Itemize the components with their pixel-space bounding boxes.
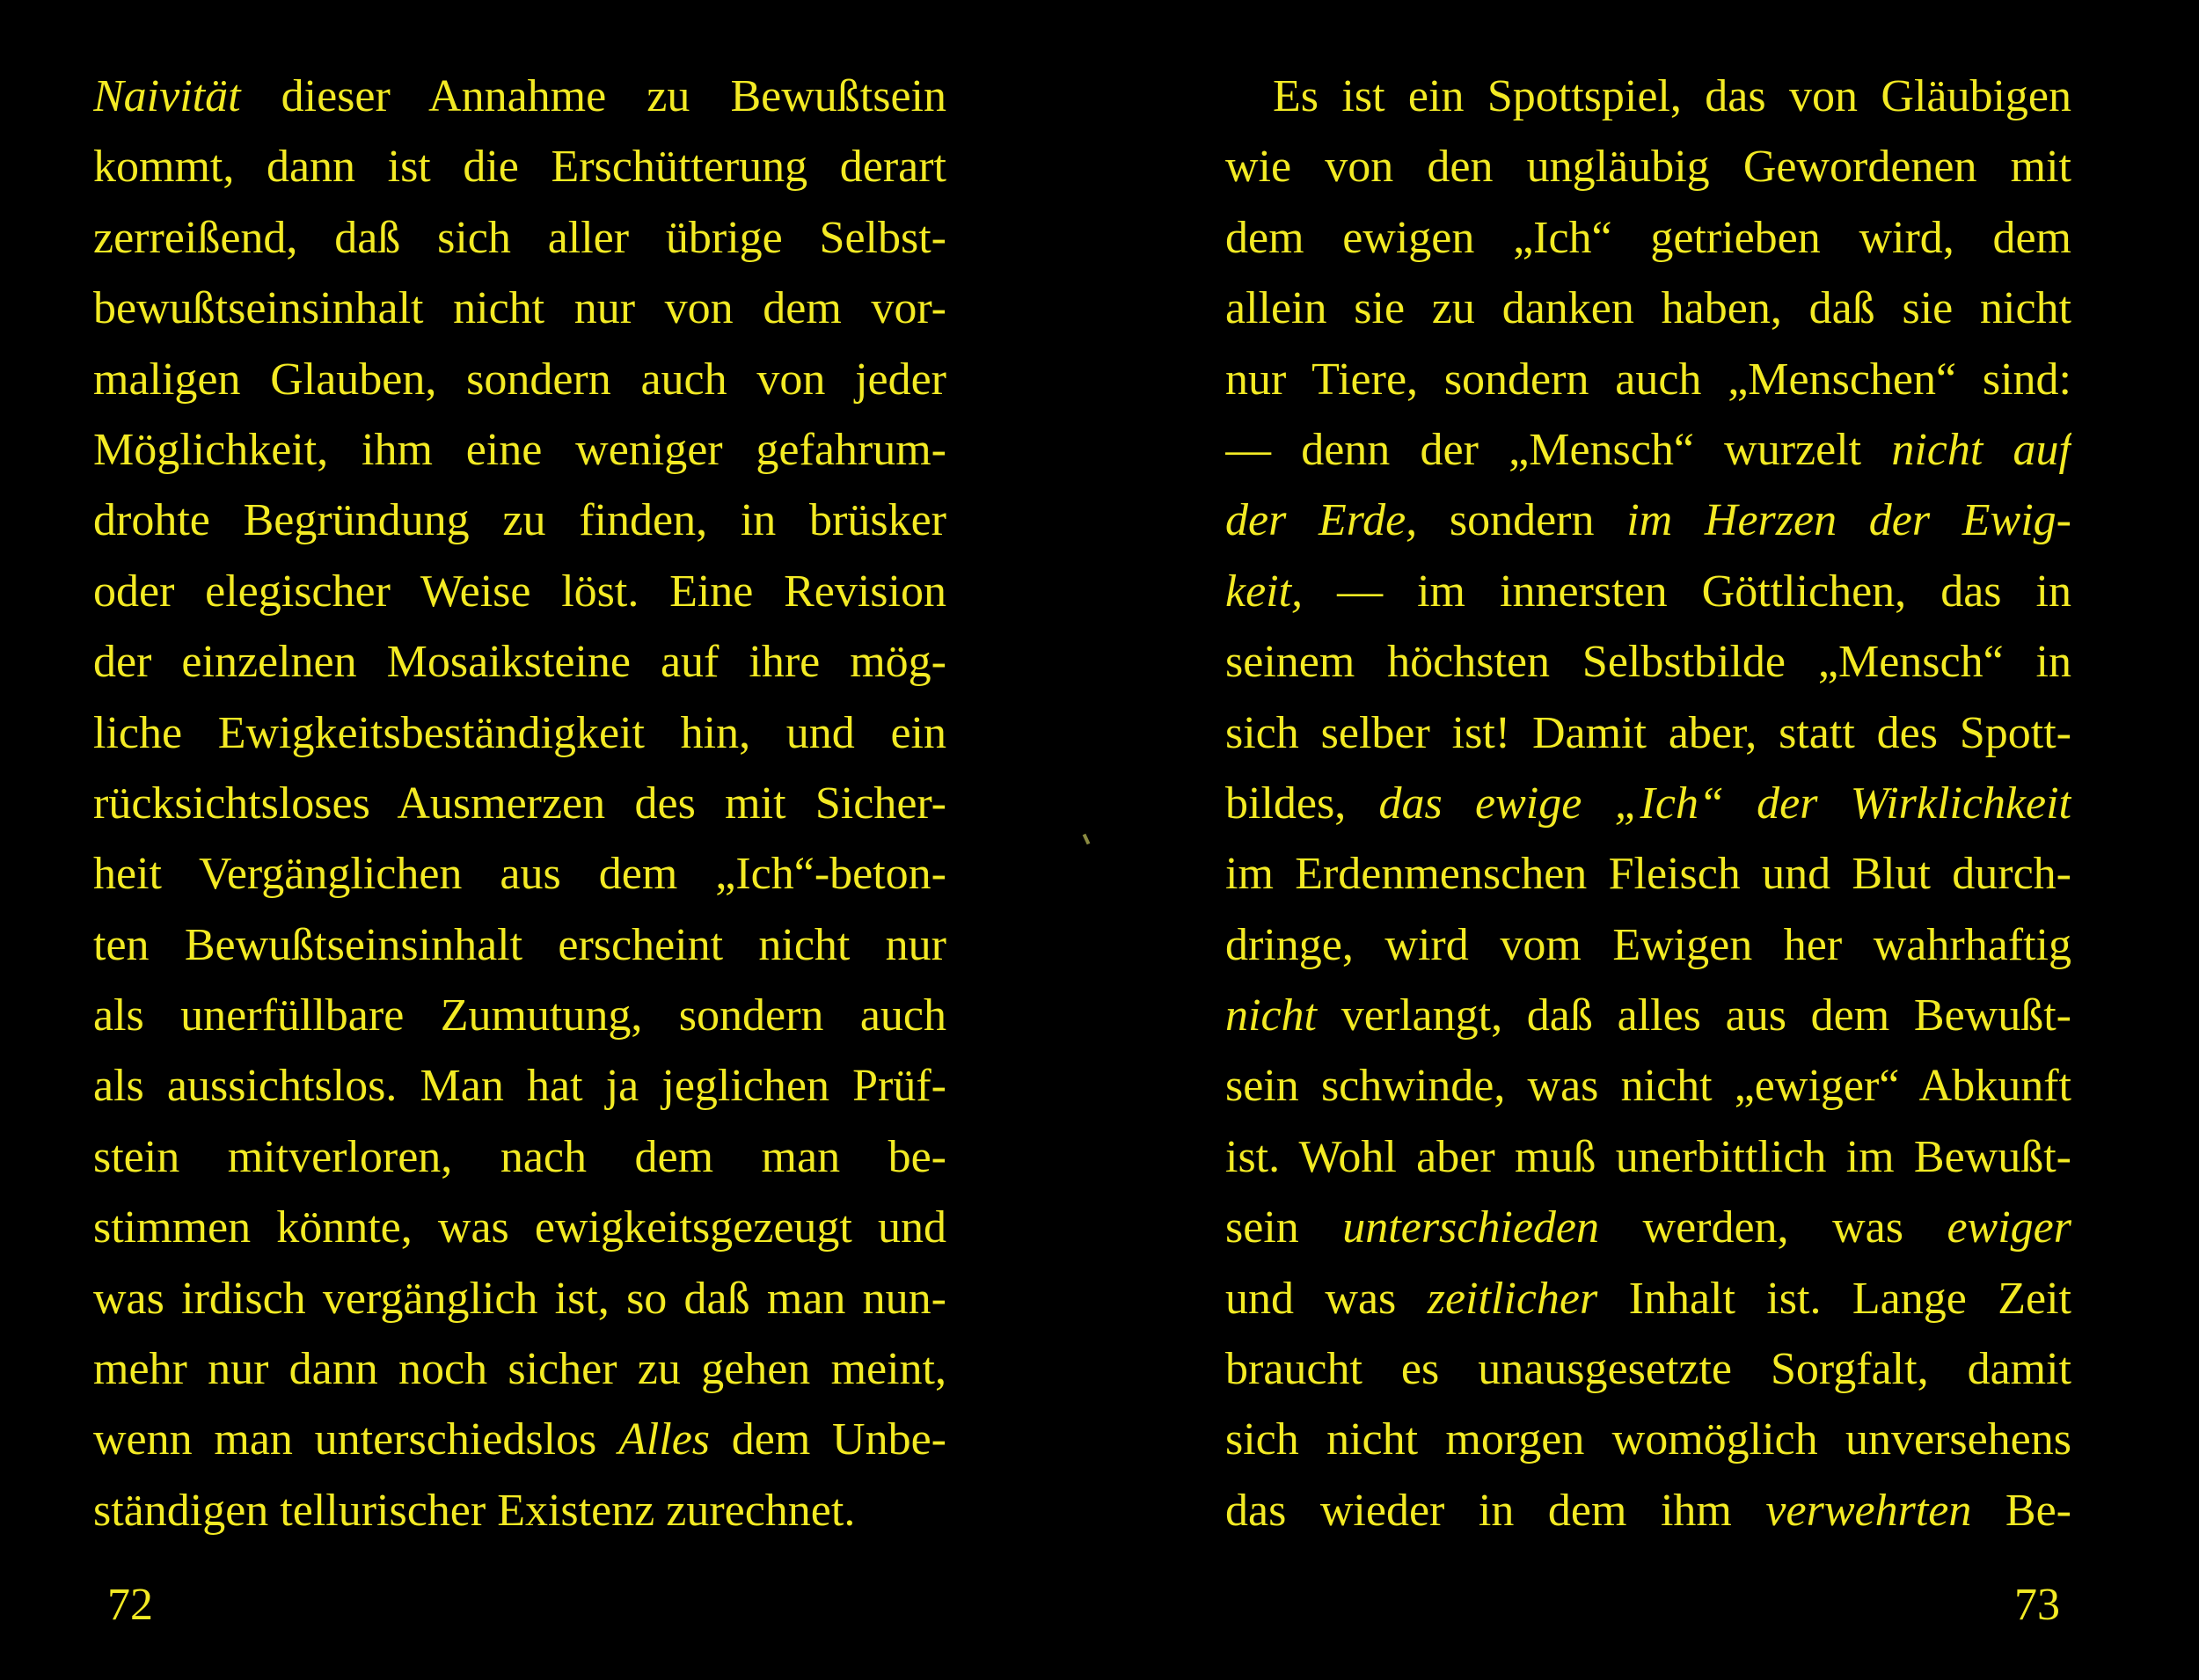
text-segment: liche Ewigkeitsbeständigkeit hin, und ein — [93, 707, 946, 758]
text-line — [93, 981, 946, 1051]
text-segment: — denn der „Mensch“ wurzelt — [1225, 424, 1892, 475]
text-line — [1225, 839, 2071, 909]
text-line — [1225, 769, 2071, 839]
text-segment: als unerfüllbare Zumutung, sondern auch — [93, 990, 946, 1041]
italic-segment: der Erde, — [1225, 495, 1418, 546]
text-line — [1225, 486, 2071, 556]
text-segment: das wieder in dem ihm — [1225, 1485, 1766, 1536]
text-segment: dringe, wird vom Ewigen her wahrhaftig — [1225, 919, 2071, 970]
text-line — [93, 486, 946, 556]
text-line — [1225, 1334, 2071, 1405]
text-segment: sich selber ist! Damit aber, statt des Spott- — [1225, 707, 2071, 758]
text-segment: Inhalt ist. Lange Zeit — [1597, 1273, 2071, 1324]
italic-segment: verwehrten — [1765, 1485, 1972, 1536]
text-line — [1225, 203, 2071, 274]
text-line — [1225, 557, 2071, 627]
text-line — [1225, 910, 2071, 981]
text-segment: seinem höchsten Selbstbilde „Mensch“ in — [1225, 637, 2071, 688]
text-segment: ten Bewußtseinsinhalt erscheint nicht nur — [93, 919, 946, 970]
text-line — [93, 1122, 946, 1193]
text-line — [93, 345, 946, 415]
text-segment: ist. Wohl aber muß unerbittlich im Bewußt- — [1225, 1131, 2071, 1182]
text-line — [1225, 415, 2071, 486]
text-line — [93, 910, 946, 981]
gutter-speck — [1083, 834, 1091, 845]
text-line — [93, 1334, 946, 1405]
italic-segment: im Herzen der Ewig- — [1626, 495, 2071, 546]
text-segment: drohte Begründung zu finden, in brüsker — [93, 495, 946, 546]
text-segment: wenn man unterschiedslos — [93, 1414, 619, 1465]
text-line — [93, 1051, 946, 1121]
text-line — [1225, 981, 2071, 1051]
text-segment: zerreißend, daß sich aller übrige Selbst- — [93, 212, 946, 263]
text-segment: werden, was — [1598, 1202, 1947, 1253]
text-segment: sondern — [1417, 495, 1627, 546]
text-segment: Es ist ein Spottspiel, das von Gläubigen — [1273, 71, 2071, 121]
text-line — [1225, 345, 2071, 415]
text-line — [93, 415, 946, 486]
text-segment: maligen Glauben, sondern auch von jeder — [93, 354, 946, 405]
text-segment: als aussichtslos. Man hat ja jeglichen Prüf- — [93, 1061, 946, 1112]
text-segment: was irdisch vergänglich ist, so daß man nun- — [93, 1273, 946, 1324]
text-line — [93, 132, 946, 202]
text-segment: nur Tiere, sondern auch „Menschen“ sind: — [1225, 354, 2071, 405]
text-segment: bildes, — [1225, 778, 1379, 829]
text-segment: stein mitverloren, nach dem man be- — [93, 1131, 946, 1182]
text-line — [1225, 1193, 2071, 1263]
text-line — [93, 839, 946, 909]
text-segment: wie von den ungläubig Gewordenen mit — [1225, 142, 2071, 193]
italic-segment: nicht — [1225, 990, 1317, 1041]
text-segment: stimmen könnte, was ewigkeitsgezeugt und — [93, 1202, 946, 1253]
text-segment: verlangt, daß alles aus dem Bewußt- — [1316, 990, 2071, 1041]
text-segment: rücksichtsloses Ausmerzen des mit Sicher- — [93, 778, 946, 829]
italic-segment: unterschieden — [1342, 1202, 1599, 1253]
text-line — [1225, 1264, 2071, 1334]
text-line — [93, 1264, 946, 1334]
italic-segment: ewiger — [1947, 1202, 2071, 1253]
text-segment: — im innersten Göttlichen, das in — [1303, 566, 2071, 617]
italic-segment: zeitlicher — [1427, 1273, 1598, 1324]
text-segment: dieser Annahme zu Bewußtsein — [240, 71, 946, 121]
text-segment: kommt, dann ist die Erschütterung derart — [93, 142, 946, 193]
text-segment: oder elegischer Weise löst. Eine Revision — [93, 566, 946, 617]
page-number-left: 72 — [107, 1580, 153, 1630]
text-segment: sein schwinde, was nicht „ewiger“ Abkunft — [1225, 1061, 2071, 1112]
italic-segment: das ewige „Ich“ der Wirklichkeit — [1378, 778, 2071, 829]
text-line — [93, 62, 946, 132]
italic-segment: Naivität — [93, 71, 241, 121]
text-line — [1225, 627, 2071, 698]
text-line — [93, 1193, 946, 1263]
text-segment: dem ewigen „Ich“ getrieben wird, dem — [1225, 212, 2071, 263]
text-segment: heit Vergänglichen aus dem „Ich“-beton- — [93, 849, 946, 900]
text-line — [1225, 1405, 2071, 1475]
text-line — [93, 557, 946, 627]
text-line — [93, 627, 946, 698]
text-line — [93, 769, 946, 839]
text-line — [1225, 132, 2071, 202]
text-line — [1225, 274, 2071, 344]
right-page-text — [1225, 62, 2071, 1546]
text-segment: ständigen tellurischer Existenz zurechnet. — [93, 1485, 856, 1536]
left-page-text — [93, 62, 946, 1546]
text-line — [93, 203, 946, 274]
text-segment: Möglichkeit, ihm eine weniger gefahrum- — [93, 424, 946, 475]
text-line — [1225, 62, 2071, 132]
text-segment: und was — [1225, 1273, 1428, 1324]
text-line — [1225, 1051, 2071, 1121]
text-line — [93, 1405, 946, 1475]
text-segment: sein — [1225, 1202, 1343, 1253]
text-segment: mehr nur dann noch sicher zu gehen meint, — [93, 1344, 946, 1395]
text-line — [93, 1476, 946, 1546]
text-segment: Be- — [1971, 1485, 2071, 1536]
text-segment: dem Unbe- — [710, 1414, 946, 1465]
text-segment: im Erdenmenschen Fleisch und Blut durch- — [1225, 849, 2071, 900]
text-line — [93, 698, 946, 769]
text-segment: allein sie zu danken haben, daß sie nicht — [1225, 283, 2071, 334]
italic-segment: Alles — [618, 1414, 711, 1465]
page-number-right: 73 — [2014, 1580, 2060, 1630]
text-line — [1225, 698, 2071, 769]
italic-segment: nicht auf — [1891, 424, 2071, 475]
text-segment: braucht es unausgesetzte Sorgfalt, damit — [1225, 1344, 2071, 1395]
text-segment: der einzelnen Mosaiksteine auf ihre mög- — [93, 637, 946, 688]
text-segment: sich nicht morgen womöglich unversehens — [1225, 1414, 2071, 1465]
text-segment: bewußtseinsinhalt nicht nur von dem vor- — [93, 283, 946, 334]
text-line — [1225, 1476, 2071, 1546]
text-line — [1225, 1122, 2071, 1193]
text-line — [93, 274, 946, 344]
italic-segment: keit, — [1225, 566, 1304, 617]
